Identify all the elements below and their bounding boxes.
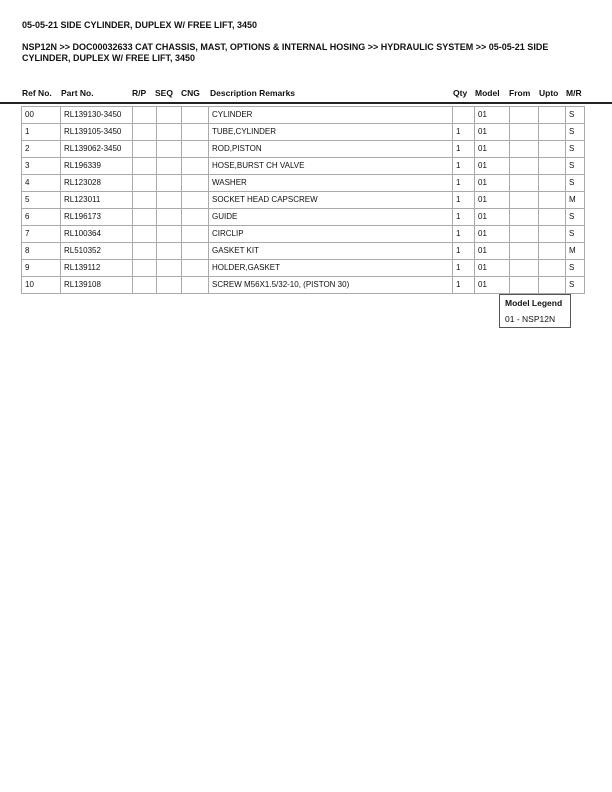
- cell-part-no: RL139130-3450: [61, 107, 133, 124]
- cell-rp: [133, 277, 157, 294]
- cell-part-no: RL139112: [61, 260, 133, 277]
- cell-description: CYLINDER: [209, 107, 453, 124]
- header-part-no: Part No.: [61, 88, 94, 98]
- cell-mr: S: [566, 141, 585, 158]
- cell-qty: 1: [453, 243, 475, 260]
- cell-ref-no: 6: [22, 209, 61, 226]
- table-row: [22, 158, 585, 175]
- cell-mr: S: [566, 175, 585, 192]
- cell-mr: S: [566, 107, 585, 124]
- cell-mr: S: [566, 158, 585, 175]
- cell-qty: 1: [453, 260, 475, 277]
- cell-upto: [539, 107, 566, 124]
- cell-upto: [539, 175, 566, 192]
- cell-model: 01: [475, 107, 510, 124]
- cell-ref-no: 9: [22, 260, 61, 277]
- cell-cng: [182, 158, 209, 175]
- cell-part-no: RL139062-3450: [61, 141, 133, 158]
- cell-seq: [157, 175, 182, 192]
- cell-ref-no: 10: [22, 277, 61, 294]
- cell-from: [510, 175, 539, 192]
- header-ref-no: Ref No.: [22, 88, 52, 98]
- cell-model: 01: [475, 209, 510, 226]
- header-seq: SEQ: [155, 88, 173, 98]
- cell-cng: [182, 175, 209, 192]
- cell-cng: [182, 192, 209, 209]
- table-row: [22, 192, 585, 209]
- cell-upto: [539, 226, 566, 243]
- cell-model: 01: [475, 192, 510, 209]
- cell-description: GASKET KIT: [209, 243, 453, 260]
- cell-cng: [182, 243, 209, 260]
- cell-rp: [133, 175, 157, 192]
- cell-model: 01: [475, 226, 510, 243]
- cell-seq: [157, 209, 182, 226]
- header-description: Description Remarks: [210, 88, 296, 98]
- table-row: [22, 209, 585, 226]
- cell-rp: [133, 124, 157, 141]
- cell-cng: [182, 141, 209, 158]
- header-from: From: [509, 88, 531, 98]
- cell-upto: [539, 124, 566, 141]
- table-row: [22, 124, 585, 141]
- parts-table: [21, 106, 585, 294]
- cell-upto: [539, 141, 566, 158]
- cell-seq: [157, 107, 182, 124]
- cell-part-no: RL123028: [61, 175, 133, 192]
- header-qty: Qty: [453, 88, 468, 98]
- table-row: [22, 141, 585, 158]
- cell-rp: [133, 158, 157, 175]
- cell-rp: [133, 107, 157, 124]
- cell-ref-no: 7: [22, 226, 61, 243]
- cell-qty: [453, 107, 475, 124]
- cell-mr: M: [566, 243, 585, 260]
- cell-cng: [182, 260, 209, 277]
- cell-mr: S: [566, 124, 585, 141]
- cell-mr: M: [566, 192, 585, 209]
- table-row: [22, 260, 585, 277]
- cell-upto: [539, 243, 566, 260]
- cell-qty: 1: [453, 175, 475, 192]
- cell-model: 01: [475, 124, 510, 141]
- cell-cng: [182, 124, 209, 141]
- header-upto: Upto: [539, 88, 559, 98]
- cell-rp: [133, 192, 157, 209]
- cell-description: CIRCLIP: [209, 226, 453, 243]
- cell-rp: [133, 226, 157, 243]
- cell-from: [510, 277, 539, 294]
- page-title: 05-05-21 SIDE CYLINDER, DUPLEX W/ FREE LIFT, 3450: [22, 20, 258, 30]
- cell-rp: [133, 260, 157, 277]
- cell-from: [510, 226, 539, 243]
- cell-seq: [157, 158, 182, 175]
- cell-part-no: RL123011: [61, 192, 133, 209]
- cell-mr: S: [566, 277, 585, 294]
- cell-mr: S: [566, 226, 585, 243]
- header-divider: [0, 102, 612, 104]
- cell-model: 01: [475, 158, 510, 175]
- cell-cng: [182, 226, 209, 243]
- cell-description: WASHER: [209, 175, 453, 192]
- header-cng: CNG: [181, 88, 200, 98]
- breadcrumb: NSP12N >> DOC00032633 CAT CHASSIS, MAST, OPTIONS & INTERNAL HOSING >> HYDRAULIC SYSTEM >> 05-05-21 SIDE CYLINDER, DUPLEX W/ FREE LIFT, 3450: [22, 42, 549, 63]
- cell-ref-no: 00: [22, 107, 61, 124]
- table-row: [22, 107, 585, 124]
- model-legend: [499, 294, 571, 328]
- cell-seq: [157, 141, 182, 158]
- cell-model: 01: [475, 260, 510, 277]
- cell-qty: 1: [453, 124, 475, 141]
- cell-seq: [157, 277, 182, 294]
- cell-ref-no: 4: [22, 175, 61, 192]
- cell-from: [510, 192, 539, 209]
- cell-description: ROD,PISTON: [209, 141, 453, 158]
- cell-ref-no: 5: [22, 192, 61, 209]
- cell-cng: [182, 209, 209, 226]
- cell-rp: [133, 209, 157, 226]
- legend-title: Model Legend: [505, 298, 563, 308]
- cell-part-no: RL100364: [61, 226, 133, 243]
- cell-qty: 1: [453, 141, 475, 158]
- cell-model: 01: [475, 175, 510, 192]
- cell-description: SOCKET HEAD CAPSCREW: [209, 192, 453, 209]
- cell-seq: [157, 124, 182, 141]
- header-mr: M/R: [566, 88, 582, 98]
- cell-model: 01: [475, 243, 510, 260]
- header-rp: R/P: [132, 88, 147, 98]
- cell-part-no: RL510352: [61, 243, 133, 260]
- table-header: [0, 88, 612, 100]
- cell-part-no: RL139108: [61, 277, 133, 294]
- cell-rp: [133, 243, 157, 260]
- cell-from: [510, 243, 539, 260]
- cell-mr: S: [566, 209, 585, 226]
- cell-upto: [539, 260, 566, 277]
- cell-mr: S: [566, 260, 585, 277]
- cell-from: [510, 260, 539, 277]
- table-row: [22, 277, 585, 294]
- cell-from: [510, 158, 539, 175]
- cell-qty: 1: [453, 192, 475, 209]
- cell-from: [510, 124, 539, 141]
- cell-ref-no: 3: [22, 158, 61, 175]
- cell-upto: [539, 192, 566, 209]
- cell-ref-no: 1: [22, 124, 61, 141]
- cell-from: [510, 209, 539, 226]
- cell-seq: [157, 260, 182, 277]
- cell-qty: 1: [453, 209, 475, 226]
- cell-description: TUBE,CYLINDER: [209, 124, 453, 141]
- table-row: [22, 175, 585, 192]
- cell-qty: 1: [453, 226, 475, 243]
- cell-part-no: RL196339: [61, 158, 133, 175]
- header-model: Model: [475, 88, 500, 98]
- cell-cng: [182, 107, 209, 124]
- cell-part-no: RL139105-3450: [61, 124, 133, 141]
- cell-from: [510, 141, 539, 158]
- cell-part-no: RL196173: [61, 209, 133, 226]
- cell-seq: [157, 192, 182, 209]
- cell-cng: [182, 277, 209, 294]
- cell-rp: [133, 141, 157, 158]
- cell-upto: [539, 277, 566, 294]
- cell-upto: [539, 209, 566, 226]
- cell-from: [510, 107, 539, 124]
- cell-seq: [157, 226, 182, 243]
- cell-ref-no: 2: [22, 141, 61, 158]
- cell-qty: 1: [453, 277, 475, 294]
- cell-description: GUIDE: [209, 209, 453, 226]
- legend-item: 01 - NSP12N: [505, 314, 556, 324]
- table-row: [22, 226, 585, 243]
- table-row: [22, 243, 585, 260]
- cell-description: SCREW M56X1.5/32-10, (PISTON 30): [209, 277, 453, 294]
- cell-upto: [539, 158, 566, 175]
- cell-seq: [157, 243, 182, 260]
- cell-description: HOLDER,GASKET: [209, 260, 453, 277]
- cell-qty: 1: [453, 158, 475, 175]
- cell-description: HOSE,BURST CH VALVE: [209, 158, 453, 175]
- cell-ref-no: 8: [22, 243, 61, 260]
- cell-model: 01: [475, 277, 510, 294]
- cell-model: 01: [475, 141, 510, 158]
